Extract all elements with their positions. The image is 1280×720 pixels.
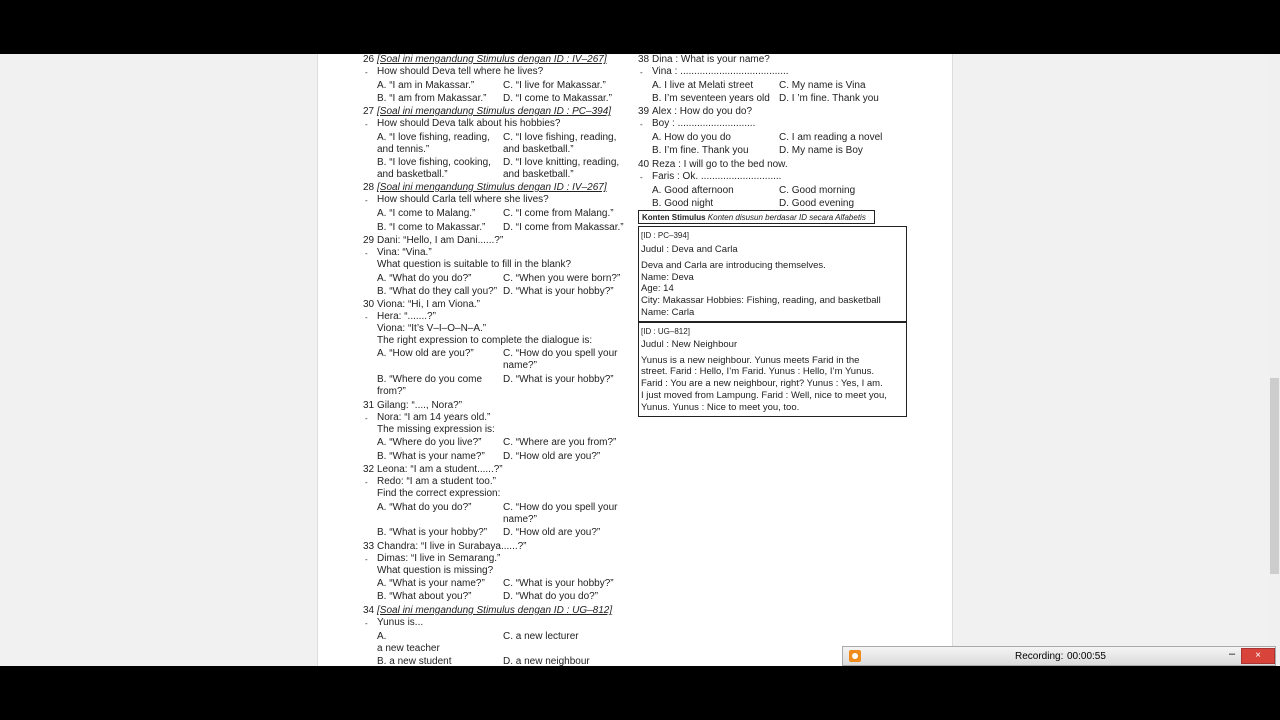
dialogue-line: Chandra: “I live in Surabaya......?” bbox=[377, 541, 527, 552]
question-number: 38 bbox=[638, 54, 650, 65]
dialogue-line: Leona: “I am a student......?” bbox=[377, 464, 503, 475]
stimulus-id: [ID : UG–812] bbox=[641, 327, 690, 336]
stimulus-line: street. Farid : Hello, I’m Farid. Yunus : Hello, I’m Yunus. bbox=[641, 366, 875, 377]
option-b-cont: from?” bbox=[377, 386, 406, 397]
minimize-button[interactable]: – bbox=[1229, 648, 1236, 660]
option-d: D. Good evening bbox=[779, 198, 855, 209]
stimulus-line: City: Makassar Hobbies: Fishing, reading, and basketball bbox=[641, 295, 881, 306]
scrollbar-thumb[interactable] bbox=[1270, 378, 1279, 574]
question-text: How should Deva talk about his hobbies? bbox=[377, 118, 561, 129]
option-a: A. “What do you do?” bbox=[377, 273, 472, 284]
option-c: C. “What is your hobby?” bbox=[503, 578, 614, 589]
dialogue-line: Viona: “Hi, I am Viona.” bbox=[377, 299, 481, 310]
question-number: 40 bbox=[638, 159, 650, 170]
record-icon[interactable] bbox=[849, 650, 861, 662]
recording-label: Recording: bbox=[1015, 651, 1064, 662]
option-b: B. “I come to Makassar.” bbox=[377, 222, 486, 233]
option-a: A. “What do you do?” bbox=[377, 502, 472, 513]
stimulus-title: Judul : Deva and Carla bbox=[641, 244, 738, 255]
stimulus-line: Yunus. Yunus : Nice to meet you, too. bbox=[641, 402, 800, 413]
option-c-cont: and basketball.” bbox=[503, 144, 574, 155]
left-column: 26 [Soal ini mengandung Stimulus dengan ID : IV–267] - How should Deva tell where he lives? A. “I am in Makassar.” C. “I live for Makassar.” B. “I am from Makassar.” D. “I come to Makassar.” 27 [Soal ini mengandung Stimulus dengan ID : PC–394] - How should Deva talk about his hobbies? A. “I love fishing, reading, and tennis.” C. “I love fishing, reading, and basketball.” B. “I love fishing, cooking, and basketball.” D. “I love knitting, reading, and basketball.” 28 [Soal ini mengandung Stimulus dengan ID : IV–267] - How should Carla tell where she lives? A. “I come to Malang.” C. “I come from Malang.” B. “I come to Makassar.” D. “I come from Makassar.” 29 Dani: “Hello, I am Dani......?” - Vina: “Vina.” What question is suitable to fill in the blank? A. “What do you do?” C. “When you were born?” B. “What do they call you?” D. “What is your hobby?” 30 Viona: “Hi, I am Viona.” - Hera: “.......?” Viona: “It’s V–I–O–N–A.” The right expression to complete the dialogue is: A. “How old are you?” C. “How do you spell your name?” B. “Where do you come from?” D. “What is your hobby?” 31 Gilang: “...., Nora?” - Nora: “I am 14 years old.” The missing expression is: A. “Where do you live?” C. “Where are you from?” B. “What is your name?” D. “How old are you?” 32 Leona: “I am a student......?” - Redo: “I am a student too.” Find the correct expression: A. “What do you do?” C. “How do you spell your name?” B. “What is your hobby?” D. “How old are you?” 33 Chandra: “I live in Surabaya......?” - Dimas: “I live in Semarang.” What question is missing? A. “What is your name?” C. “What is your hobby?” B. “What about you?” D. “What do you do?” 34 [Soal ini mengandung Stimulus dengan ID : UG–812] - Yunus is... A. a new teacher C. a new lecturer B. a new student D. a new neighbour bbox=[363, 54, 624, 666]
option-c: C. “Where are you from?” bbox=[503, 437, 617, 448]
option-d: D. “What is your hobby?” bbox=[503, 286, 614, 297]
question-text: What question is suitable to fill in the blank? bbox=[377, 259, 571, 270]
option-a: A. “Where do you live?” bbox=[377, 437, 482, 448]
question-text: How should Carla tell where she lives? bbox=[377, 194, 549, 205]
stimulus-box-pc394 bbox=[638, 226, 907, 322]
dialogue-line: Nora: “I am 14 years old.” bbox=[377, 412, 491, 423]
stimulus-box-ug812 bbox=[638, 322, 907, 417]
option-a-cont: a new teacher bbox=[377, 643, 440, 654]
option-d: D. “I love knitting, reading, bbox=[503, 157, 620, 168]
stimulus-line: Name: Carla bbox=[641, 307, 695, 318]
stimulus-header-note: Konten disusun berdasar ID secara Alfabetis bbox=[707, 213, 866, 222]
question-number: 29 bbox=[363, 235, 375, 246]
stimulus-reference: [Soal ini mengandung Stimulus dengan ID : PC–394] bbox=[377, 106, 612, 117]
question-number: 31 bbox=[363, 400, 375, 411]
option-c: C. a new lecturer bbox=[503, 631, 579, 642]
option-a-cont: and tennis.” bbox=[377, 144, 430, 155]
option-a: A. “I love fishing, reading, bbox=[377, 132, 490, 143]
stimulus-line: Name: Deva bbox=[641, 272, 694, 283]
option-d-cont: and basketball.” bbox=[503, 169, 574, 180]
option-b: B. “What about you?” bbox=[377, 591, 472, 602]
option-d: D. “How old are you?” bbox=[503, 451, 601, 462]
stimulus-line: Deva and Carla are introducing themselves. bbox=[641, 260, 826, 271]
option-b: B. “Where do you come bbox=[377, 374, 483, 385]
option-d: D. I ’m fine. Thank you bbox=[779, 93, 879, 104]
option-b: B. “What do they call you?” bbox=[377, 286, 498, 297]
option-c: C. “I love fishing, reading, bbox=[503, 132, 617, 143]
option-b: B. a new student bbox=[377, 656, 452, 666]
option-b: B. Good night bbox=[652, 198, 714, 209]
option-c: C. My name is Vina bbox=[779, 80, 866, 91]
option-c-cont: name?” bbox=[503, 514, 537, 525]
option-a: A. bbox=[377, 631, 387, 642]
option-c: C. I am reading a novel bbox=[779, 132, 883, 143]
question-number: 33 bbox=[363, 541, 375, 552]
question-text: Find the correct expression: bbox=[377, 488, 501, 499]
right-column: 38 Dina : What is your name? - Vina : ....................................... A. I live at Melati street C. My name is Vina B. I’m seventeen years old D. I ’m fine. Thank you 39 Alex : How do you do? - Boy : ............................ A. How do you do C. I am reading a novel B. I’m fine. Thank you D. My name is Boy 40 Reza : I will go to the bed now. - Faris : Ok. ............................. A. Good afternoon C. Good morning B. Good night D. Good evening Konten Stimulus Konten disusun berdasar ID secara Alfabetis [ID : PC–394] Judul : Deva and Carla Deva and Carla are introducing themselves. Name: Deva Age: 14 City: Makassar Hobbies: Fishing, reading, and basketball Name: Carla [ID : UG–812] Judul : New Neighbour Yunus is a new neighbour. Yunus meets Farid in the street. Farid : Hello, I’m Farid. Yunus : Hello, I’m Yunus. Farid : You are a new neighbour, right? Yunus : Yes, I am. I just moved from Lampung. Farid : Well, nice to meet you, Yunus. Yunus : Nice to meet you, too. bbox=[318, 54, 952, 666]
option-a: A. Good afternoon bbox=[652, 185, 734, 196]
option-d: D. “I come to Makassar.” bbox=[503, 93, 612, 104]
option-c: C. “How do you spell your bbox=[503, 348, 618, 359]
dialogue-line: Alex : How do you do? bbox=[652, 106, 753, 117]
stimulus-line: Yunus is a new neighbour. Yunus meets Farid in the bbox=[641, 355, 860, 366]
option-d: D. “What is your hobby?” bbox=[503, 374, 614, 385]
option-d: D. a new neighbour bbox=[503, 656, 590, 666]
option-b: B. I’m fine. Thank you bbox=[652, 145, 749, 156]
stimulus-title: Judul : New Neighbour bbox=[641, 339, 738, 350]
dialogue-line: Dani: “Hello, I am Dani......?” bbox=[377, 235, 504, 246]
option-c: C. Good morning bbox=[779, 185, 856, 196]
option-c-cont: name?” bbox=[503, 360, 537, 371]
stimulus-line: Age: 14 bbox=[641, 283, 674, 294]
recording-timer: 00:00:55 bbox=[1067, 651, 1106, 662]
stimulus-reference: [Soal ini mengandung Stimulus dengan ID : IV–267] bbox=[377, 182, 607, 193]
dialogue-line: Gilang: “...., Nora?” bbox=[377, 400, 463, 411]
option-a: A. How do you do bbox=[652, 132, 731, 143]
vertical-scrollbar[interactable] bbox=[1269, 54, 1280, 666]
question-number: 27 bbox=[363, 106, 375, 117]
option-a: A. “I am in Makassar.” bbox=[377, 80, 475, 91]
stimulus-reference: [Soal ini mengandung Stimulus dengan ID : UG–812] bbox=[377, 605, 613, 616]
question-number: 30 bbox=[363, 299, 375, 310]
stimulus-id: [ID : PC–394] bbox=[641, 231, 690, 240]
option-d: D. “I come from Makassar.” bbox=[503, 222, 624, 233]
question-text: How should Deva tell where he lives? bbox=[377, 66, 544, 77]
dialogue-line: Vina: “Vina.” bbox=[377, 247, 432, 258]
question-text: Yunus is... bbox=[377, 617, 424, 628]
dialogue-line: Redo: “I am a student too.” bbox=[377, 476, 496, 487]
dialogue-line: Viona: “It’s V–I–O–N–A.” bbox=[377, 323, 487, 334]
question-number: 34 bbox=[363, 605, 375, 616]
dialogue-line: Vina : ....................................... bbox=[652, 66, 789, 77]
option-d: D. “What do you do?” bbox=[503, 591, 599, 602]
dialogue-line: Dina : What is your name? bbox=[652, 54, 770, 65]
option-d: D. My name is Boy bbox=[779, 145, 863, 156]
question-text: The right expression to complete the dialogue is: bbox=[377, 335, 593, 346]
question-number: 28 bbox=[363, 182, 375, 193]
dialogue-line: Hera: “.......?” bbox=[377, 311, 436, 322]
stimulus-header bbox=[638, 210, 875, 224]
question-number: 26 bbox=[363, 54, 375, 65]
option-d: D. “How old are you?” bbox=[503, 527, 601, 538]
option-a: A. I live at Melati street bbox=[652, 80, 754, 91]
stimulus-reference: [Soal ini mengandung Stimulus dengan ID : IV–267] bbox=[377, 54, 607, 65]
dialogue-line: Boy : ............................ bbox=[652, 118, 756, 129]
document-viewer bbox=[0, 54, 1280, 666]
option-b: B. “I am from Makassar.” bbox=[377, 93, 487, 104]
stimulus-header-title: Konten Stimulus bbox=[642, 213, 706, 222]
option-b: B. “What is your name?” bbox=[377, 451, 485, 462]
dialogue-line: Reza : I will go to the bed now. bbox=[652, 159, 788, 170]
recording-bar bbox=[842, 646, 1276, 666]
question-text: The missing expression is: bbox=[377, 424, 495, 435]
option-c: C. “I live for Makassar.” bbox=[503, 80, 606, 91]
option-c: C. “I come from Malang.” bbox=[503, 208, 614, 219]
stimulus-line: Farid : You are a new neighbour, right? Yunus : Yes, I am. bbox=[641, 378, 883, 389]
option-a: A. “What is your name?” bbox=[377, 578, 485, 589]
option-a: A. “I come to Malang.” bbox=[377, 208, 476, 219]
question-number: 32 bbox=[363, 464, 375, 475]
question-text: What question is missing? bbox=[377, 565, 494, 576]
option-c: C. “How do you spell your bbox=[503, 502, 618, 513]
option-a: A. “How old are you?” bbox=[377, 348, 474, 359]
option-c: C. “When you were born?” bbox=[503, 273, 621, 284]
dialogue-line: Dimas: “I live in Semarang.” bbox=[377, 553, 501, 564]
close-button[interactable]: × bbox=[1241, 648, 1275, 664]
document-page bbox=[317, 54, 953, 666]
option-b-cont: and basketball.” bbox=[377, 169, 448, 180]
option-b: B. I’m seventeen years old bbox=[652, 93, 770, 104]
option-b: B. “I love fishing, cooking, bbox=[377, 157, 491, 168]
dialogue-line: Faris : Ok. ............................. bbox=[652, 171, 782, 182]
question-number: 39 bbox=[638, 106, 650, 117]
option-b: B. “What is your hobby?” bbox=[377, 527, 488, 538]
stimulus-line: I just moved from Lampung. Farid : Well, nice to meet you, bbox=[641, 390, 887, 401]
